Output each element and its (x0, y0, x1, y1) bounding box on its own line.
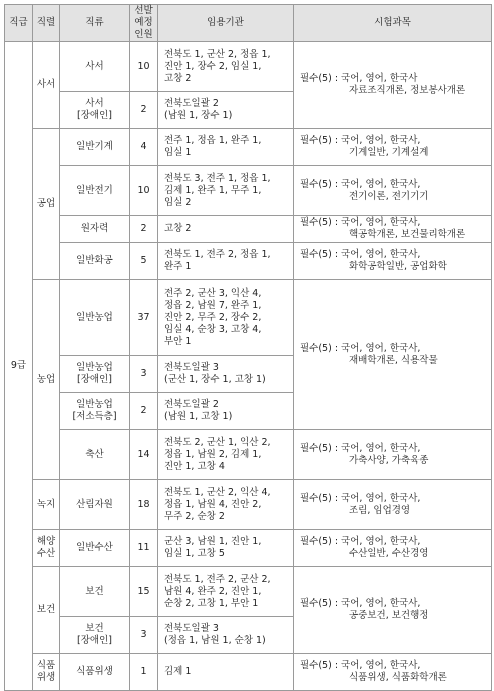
class-label: 원자력 (80, 223, 109, 234)
series-cell (33, 654, 60, 691)
class-label: 일반기계 (76, 141, 113, 152)
table-row (5, 567, 492, 617)
agency-line: 고창 2 (164, 72, 192, 84)
class-label: 일반농업 (76, 362, 113, 373)
table-row (5, 280, 492, 356)
subjects-line: 필수(5) : 국어, 영어, 한국사, (300, 342, 421, 354)
planned-count-cell: 2 (130, 393, 158, 430)
series-cell (33, 129, 60, 280)
agency-cell (158, 280, 294, 356)
agency-line: 임실 4, 순창 3, 고창 4, (164, 323, 262, 335)
class-label: 일반전기 (76, 184, 113, 196)
planned-count-cell: 14 (130, 430, 158, 480)
table-row (5, 42, 492, 92)
class-cell (60, 617, 130, 654)
header-subjects: 시험과목 (294, 5, 492, 42)
agency-cell (158, 356, 294, 393)
agency-line: 전북도일괄 2 (164, 98, 219, 109)
agency-line: 순창 2, 고창 1, 부안 1 (164, 597, 259, 609)
subjects-line: 기계일반, 기계설계 (349, 147, 429, 158)
subjects-cell (294, 243, 492, 280)
header-series: 직렬 (33, 5, 60, 42)
header-agency: 임용기관 (158, 5, 294, 42)
series-label: 식품 (36, 660, 56, 671)
planned-count-cell: 2 (130, 92, 158, 129)
agency-cell (158, 567, 294, 617)
agency-line: 임실 1, 고창 5 (164, 548, 225, 559)
subjects-line: 식품위생, 식품화학개론 (349, 672, 447, 683)
agency-cell (158, 430, 294, 480)
agency-line: 임실 2 (164, 196, 192, 208)
agency-line: 전북도 1, 군산 2, 정읍 1, (164, 48, 271, 60)
table-body (5, 42, 492, 691)
subjects-line: 수산일반, 수산경영 (349, 548, 429, 559)
subjects-line: 필수(5) : 국어, 영어, 한국사, (300, 598, 421, 609)
series-label: 녹지 (36, 498, 56, 510)
agency-cell (158, 393, 294, 430)
subjects-line: 전기이론, 전기기기 (349, 190, 429, 202)
agency-cell (158, 92, 294, 129)
table-row (5, 129, 492, 166)
subjects-cell (294, 280, 492, 430)
planned-count-cell: 37 (130, 280, 158, 356)
planned-count-cell: 3 (130, 356, 158, 393)
agency-cell (158, 530, 294, 567)
subjects-cell (294, 42, 492, 129)
agency-cell (158, 480, 294, 530)
agency-line: 김제 1, 완주 1, 무주 1, (164, 184, 262, 196)
agency-line: 무주 2, 순창 2 (164, 510, 225, 522)
agency-line: 남원 4, 완주 2, 진안 1, (164, 585, 262, 597)
agency-line: (정읍 1, 남원 1, 순창 1) (164, 635, 266, 646)
planned-count-cell: 1 (130, 654, 158, 691)
class-cell (60, 166, 130, 216)
subjects-line: 필수(5) : 국어, 영어, 한국사, (300, 536, 421, 547)
class-label: 보건 (85, 623, 104, 634)
planned-count-cell: 10 (130, 166, 158, 216)
class-label: [저소득층] (72, 411, 117, 422)
agency-cell (158, 654, 294, 691)
class-cell (60, 42, 130, 92)
subjects-cell (294, 430, 492, 480)
series-label: 보건 (36, 604, 56, 615)
subjects-cell (294, 654, 492, 691)
series-cell (33, 42, 60, 129)
class-cell (60, 393, 130, 430)
planned-count-cell: 2 (130, 216, 158, 243)
agency-cell (158, 129, 294, 166)
agency-line: 군산 3, 남원 1, 진안 1, (164, 536, 262, 547)
class-label: 사서 (85, 98, 104, 109)
subjects-line: 필수(5) : 국어, 영어, 한국사 (300, 73, 418, 84)
subjects-cell (294, 480, 492, 530)
series-label: 위생 (36, 672, 56, 683)
agency-cell (158, 243, 294, 280)
class-cell (60, 280, 130, 356)
agency-line: 전북도 1, 군산 2, 익산 4, (164, 486, 271, 498)
subjects-line: 핵공학개론, 보건물리학개론 (349, 229, 466, 240)
planned-count-cell: 3 (130, 617, 158, 654)
subjects-line: 조림, 임업경영 (349, 504, 411, 516)
planned-count-cell: 4 (130, 129, 158, 166)
series-label: 공업 (36, 198, 56, 209)
class-label: [장애인] (77, 110, 112, 121)
subjects-cell (294, 530, 492, 567)
class-label: [장애인] (77, 374, 112, 385)
class-label: 일반수산 (76, 542, 113, 553)
agency-line: 정읍 1, 남원 4, 진안 2, (164, 498, 262, 510)
table-row (5, 166, 492, 216)
planned-count-cell: 10 (130, 42, 158, 92)
subjects-line: 자료조직개론, 정보봉사개론 (349, 85, 466, 96)
table-row (5, 216, 492, 243)
subjects-line: 필수(5) : 국어, 영어, 한국사, (300, 249, 421, 260)
recruitment-table-container (4, 4, 491, 691)
agency-line: 전북도일괄 2 (164, 399, 219, 410)
class-cell (60, 216, 130, 243)
subjects-cell (294, 129, 492, 166)
class-cell (60, 480, 130, 530)
class-cell (60, 430, 130, 480)
subjects-line: 공중보건, 보건행정 (349, 610, 429, 621)
class-cell (60, 243, 130, 280)
agency-line: 부안 1 (164, 335, 192, 347)
series-label: 농업 (36, 373, 56, 385)
class-cell (60, 356, 130, 393)
class-cell (60, 92, 130, 129)
agency-line: 진안 1, 고창 4 (164, 460, 225, 472)
class-label: 일반농업 (76, 311, 113, 323)
agency-cell (158, 42, 294, 92)
agency-line: 전북도 3, 전주 1, 정읍 1, (164, 172, 271, 184)
header-grade: 직급 (5, 5, 33, 42)
agency-line: (남원 1, 장수 1) (164, 110, 233, 121)
agency-cell (158, 617, 294, 654)
table-row (5, 243, 492, 280)
recruitment-table (4, 4, 492, 691)
header-row (5, 5, 492, 42)
agency-line: 정읍 1, 남원 2, 김제 1, (164, 448, 262, 460)
series-cell (33, 567, 60, 654)
agency-line: (군산 1, 장수 1, 고창 1) (164, 374, 266, 385)
subjects-line: 필수(5) : 국어, 영어, 한국사, (300, 660, 421, 671)
planned-count-cell: 18 (130, 480, 158, 530)
class-label: [장애인] (77, 635, 112, 646)
agency-line: 고창 2 (164, 223, 192, 234)
class-cell (60, 530, 130, 567)
header-planned-line: 선발 (134, 5, 153, 16)
subjects-line: 필수(5) : 국어, 영어, 한국사, (300, 442, 421, 454)
agency-line: 완주 1 (164, 261, 192, 272)
agency-line: 전북도 1, 전주 2, 군산 2, (164, 573, 271, 585)
subjects-line: 가축사양, 가축육종 (349, 454, 429, 466)
class-label: 사서 (85, 60, 104, 72)
series-label: 사서 (36, 79, 56, 90)
series-label: 수산 (36, 548, 56, 559)
agency-line: (남원 1, 고창 1) (164, 411, 233, 422)
series-cell (33, 530, 60, 567)
class-cell (60, 567, 130, 617)
series-cell (33, 280, 60, 480)
subjects-line: 필수(5) : 국어, 영어, 한국사, (300, 492, 421, 504)
series-label: 해양 (36, 536, 56, 547)
agency-line: 정읍 2, 남원 7, 완주 1, (164, 299, 262, 311)
agency-line: 진안 1, 장수 2, 임실 1, (164, 60, 262, 72)
table-row (5, 480, 492, 530)
class-label: 축산 (85, 448, 104, 460)
subjects-line: 필수(5) : 국어, 영어, 한국사, (300, 178, 421, 190)
agency-line: 전주 1, 정읍 1, 완주 1, (164, 135, 262, 146)
agency-cell (158, 166, 294, 216)
table-row (5, 530, 492, 567)
planned-count-cell: 15 (130, 567, 158, 617)
subjects-cell (294, 216, 492, 243)
table-row (5, 654, 492, 691)
class-label: 일반화공 (76, 255, 113, 266)
planned-count-cell: 5 (130, 243, 158, 280)
agency-line: 진안 2, 무주 2, 장수 2, (164, 311, 262, 323)
subjects-cell (294, 166, 492, 216)
subjects-line: 재배학개론, 식용작물 (349, 354, 438, 366)
class-cell (60, 129, 130, 166)
series-cell (33, 480, 60, 530)
header-planned-line: 예정 (134, 17, 153, 28)
class-cell (60, 654, 130, 691)
header-planned-count (130, 5, 158, 42)
grade-cell: 9급 (5, 42, 33, 691)
agency-line: 전북도일괄 3 (164, 362, 219, 373)
agency-line: 김제 1 (164, 666, 192, 677)
class-label: 산림자원 (76, 498, 113, 510)
subjects-line: 필수(5) : 국어, 영어, 한국사, (300, 217, 421, 228)
agency-line: 전북도일괄 3 (164, 623, 219, 634)
subjects-cell (294, 567, 492, 654)
subjects-line: 화학공학일반, 공업화학 (349, 261, 447, 272)
subjects-line: 필수(5) : 국어, 영어, 한국사, (300, 135, 421, 146)
agency-line: 전북도 1, 전주 2, 정읍 1, (164, 249, 271, 260)
header-planned-line: 인원 (134, 29, 153, 40)
agency-cell (158, 216, 294, 243)
agency-line: 임실 1 (164, 147, 192, 158)
agency-line: 전북도 2, 군산 1, 익산 2, (164, 436, 271, 448)
agency-line: 전주 2, 군산 3, 익산 4, (164, 287, 262, 299)
table-row (5, 430, 492, 480)
class-label: 일반농업 (76, 399, 113, 410)
class-label: 식품위생 (76, 666, 113, 677)
header-class: 직류 (60, 5, 130, 42)
planned-count-cell: 11 (130, 530, 158, 567)
class-label: 보건 (85, 585, 104, 597)
